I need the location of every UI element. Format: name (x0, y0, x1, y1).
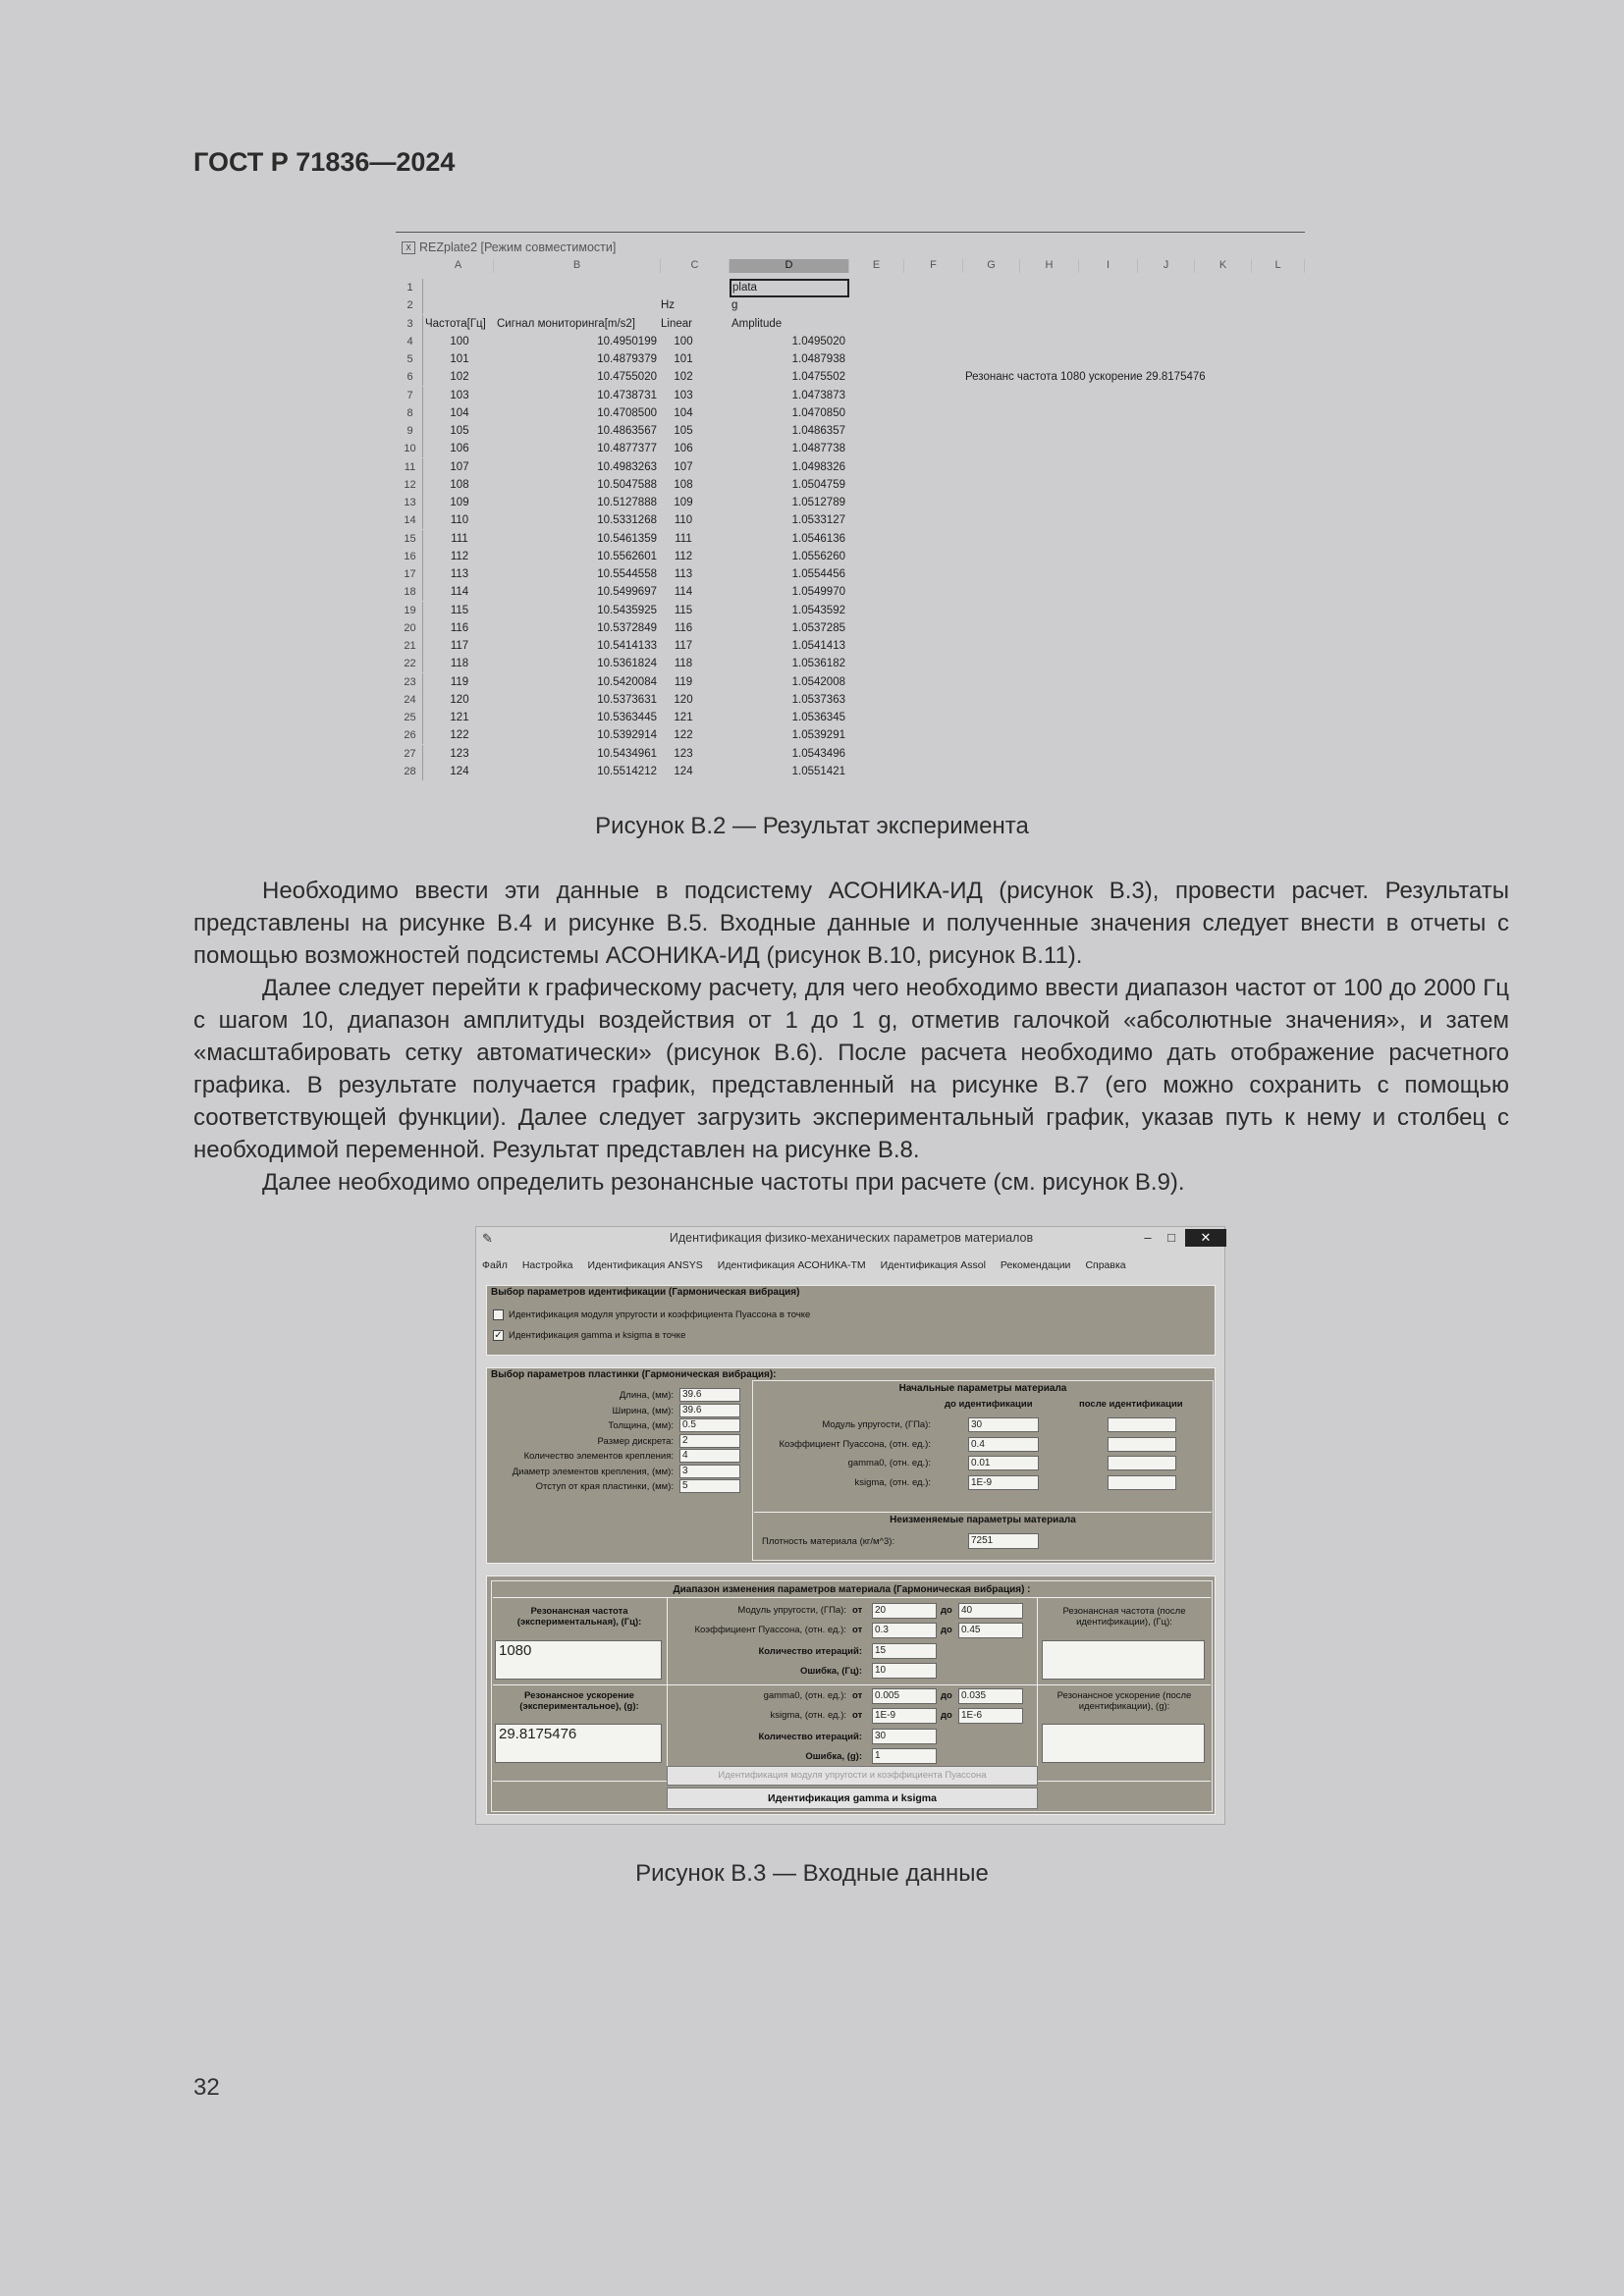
range-to-input[interactable]: 0.035 (958, 1688, 1023, 1704)
plate-params-panel (486, 1367, 1216, 1564)
range-field-label: ksigma, (отн. ед.): (770, 1710, 846, 1721)
cell-frequency[interactable]: 100 (450, 335, 469, 347)
cell-amplitude[interactable]: 1.0512789 (791, 497, 845, 508)
option-label: Идентификация gamma и ksigma в точке (509, 1330, 686, 1341)
menu-asonika-tm[interactable]: Идентификация АСОНИКА-ТМ (717, 1259, 866, 1271)
cell-frequency[interactable]: 116 (450, 621, 469, 634)
cell-linear[interactable]: 107 (674, 460, 693, 473)
cell-frequency[interactable]: 121 (450, 712, 469, 723)
err1-input[interactable]: 10 (872, 1663, 937, 1679)
row-number[interactable]: 24 (398, 691, 423, 709)
cell-frequency[interactable]: 101 (450, 353, 469, 365)
menu-ansys[interactable]: Идентификация ANSYS (587, 1259, 703, 1271)
divider (493, 1597, 1211, 1598)
cell-frequency[interactable]: 109 (450, 497, 469, 508)
cell-linear[interactable]: 103 (674, 389, 693, 401)
cell-signal[interactable]: 10.5434961 (597, 747, 657, 760)
cell-signal[interactable]: 10.5562601 (597, 550, 657, 562)
row-number[interactable]: 16 (398, 548, 423, 565)
cell-signal[interactable]: 10.5420084 (597, 675, 657, 688)
res-acc-exp-label: Резонансное ускорение (экспериментальное), (g): (519, 1690, 639, 1712)
paragraph: Необходимо ввести эти данные в подсистему АСОНИКА-ИД (рисунок В.3), провести расчет. Результаты представлены на рисунке В.4 и рисунке В.5. Входные данные и полученные значения следует внести в отчеты с помощью возможностей подсистемы АСОНИКА-ИД (рисунок В.10, рисунок В.11). (193, 878, 1509, 969)
cell-frequency[interactable]: 108 (450, 478, 469, 491)
err1-label: Ошибка, (Гц): (799, 1666, 862, 1677)
identify-gamma-button[interactable]: Идентификация gamma и ksigma (667, 1788, 1038, 1809)
material-after-input[interactable] (1108, 1437, 1176, 1452)
range-field-label: gamma0, (отн. ед.): (763, 1690, 846, 1701)
cell-amplitude[interactable]: 1.0537363 (791, 693, 845, 706)
cell-linear[interactable]: 120 (674, 693, 693, 706)
row-number[interactable]: 23 (398, 673, 423, 691)
range-to-input[interactable]: 40 (958, 1603, 1023, 1619)
plate-field-label: Ширина, (мм): (612, 1405, 674, 1416)
cell-frequency[interactable]: 105 (450, 425, 469, 437)
row-number[interactable]: 1 (398, 279, 423, 296)
cell-linear[interactable]: 102 (674, 371, 693, 384)
cell-signal[interactable]: 10.4879379 (597, 353, 657, 365)
cell-amplitude[interactable]: 1.0536345 (791, 712, 845, 723)
paragraph: Далее следует перейти к графическому расчету, для чего необходимо ввести диапазон частот от 100 до 2000 Гц с шагом 10, диапазон амплитуды воздействия от 1 до 1 g, отметив галочкой «абсолютные значения», и затем «масштабировать сетку автоматически» (рисунок В.6). После расчета необходимо дать отображение расчетного графика. В результате получается график, представленный на рисунке В.7 (его можно сохранить с помощью соответствующей функции). Далее следует загрузить экспериментальный график, указав путь к нему и столбец с необходимой переменной. Результат представлен на рисунке В.8. (193, 975, 1509, 1163)
plate-field-label: Размер дискрета: (597, 1435, 674, 1447)
col-before-label: до идентификации (945, 1399, 1033, 1410)
spreadsheet-figure (396, 232, 1305, 784)
cell-amplitude[interactable]: 1.0551421 (791, 765, 845, 777)
row-number[interactable]: 2 (398, 296, 423, 314)
cell-signal[interactable]: 10.5414133 (597, 640, 657, 652)
divider (1037, 1598, 1038, 1781)
material-fixed-title: Неизменяемые параметры материала (890, 1515, 1076, 1525)
column-header-c[interactable]: C (661, 259, 730, 273)
group-title: Выбор параметров идентификации (Гармоническая вибрация) (491, 1287, 800, 1298)
density-input[interactable]: 7251 (968, 1533, 1039, 1549)
divider (396, 232, 1305, 233)
row-number[interactable]: 13 (398, 494, 423, 511)
plate-field-input[interactable]: 2 (679, 1434, 740, 1448)
cell-linear[interactable]: 101 (674, 353, 693, 365)
plate-field-label: Диаметр элементов крепления, (мм): (512, 1466, 674, 1477)
res-freq-after-input[interactable] (1042, 1640, 1205, 1680)
body-text (193, 875, 1509, 1199)
cell-amplitude[interactable]: 1.0470850 (791, 406, 845, 419)
row-number[interactable]: 25 (398, 709, 423, 726)
cell-signal[interactable]: 10.5461359 (597, 532, 657, 545)
cell-signal[interactable]: 10.5373631 (597, 693, 657, 706)
from-label: от (852, 1710, 863, 1721)
row-number[interactable]: 8 (398, 404, 423, 422)
column-header-i[interactable]: I (1079, 259, 1138, 273)
cell-linear[interactable]: 106 (674, 443, 693, 455)
cell-frequency[interactable]: 104 (450, 406, 469, 419)
menu-recommendations[interactable]: Рекомендации (1000, 1259, 1071, 1271)
material-field-label: Модуль упругости, (ГПа): (822, 1419, 931, 1430)
menu-bar (482, 1259, 1126, 1271)
workbook-title: REZplate2 [Режим совместимости] (419, 240, 617, 254)
cell-linear[interactable]: 105 (674, 425, 693, 437)
cell-amplitude[interactable]: 1.0537285 (791, 621, 845, 634)
option-modulus-checkbox[interactable] (493, 1309, 504, 1320)
from-label: от (852, 1625, 863, 1635)
cell-linear[interactable]: 100 (674, 335, 693, 347)
cell-signal[interactable]: 10.5435925 (597, 604, 657, 616)
identification-app-window (475, 1226, 1225, 1825)
cell-linear[interactable]: 123 (674, 747, 693, 760)
plate-field-input[interactable]: 5 (679, 1479, 740, 1493)
res-freq-after-label: Резонансная частота (после идентификации), (Гц): (1062, 1606, 1186, 1628)
cell-frequency[interactable]: 107 (450, 460, 469, 473)
cell-signal[interactable]: 10.4738731 (597, 389, 657, 401)
range-to-input[interactable]: 1E-6 (958, 1708, 1023, 1724)
cell-linear[interactable]: 115 (674, 604, 693, 616)
menu-settings[interactable]: Настройка (521, 1259, 573, 1271)
cell-amplitude[interactable]: 1.0487938 (791, 353, 845, 365)
resonance-note[interactable]: Резонанс частота 1080 ускорение 29.8175476 (965, 371, 1206, 384)
cell-linear[interactable]: 117 (674, 640, 693, 652)
plate-field-label: Толщина, (мм): (608, 1420, 674, 1431)
cell-frequency[interactable]: 111 (451, 532, 468, 545)
material-field-label: gamma0, (отн. ед.): (847, 1458, 931, 1468)
range-field-label: Коэффициент Пуассона, (отн. ед.): (694, 1625, 846, 1635)
plate-field-input[interactable]: 3 (679, 1465, 740, 1478)
cell-linear[interactable]: 112 (674, 550, 693, 562)
row-number[interactable]: 26 (398, 726, 423, 744)
column-header-k[interactable]: K (1195, 259, 1252, 273)
menu-help[interactable]: Справка (1085, 1259, 1126, 1271)
cell-linear[interactable]: 121 (674, 712, 693, 723)
column-header-d[interactable]: D (730, 259, 849, 273)
cell-signal[interactable]: 10.5392914 (597, 729, 657, 742)
unit-g: g (731, 299, 738, 312)
cell-signal[interactable]: 10.4863567 (597, 425, 657, 437)
cell-amplitude[interactable]: 1.0546136 (791, 532, 845, 545)
row-number[interactable]: 15 (398, 530, 423, 548)
cell-amplitude[interactable]: 1.0541413 (791, 640, 845, 652)
cell-signal[interactable]: 10.5372849 (597, 621, 657, 634)
name-cell[interactable]: plata (732, 282, 757, 294)
material-after-input[interactable] (1108, 1456, 1176, 1470)
cell-signal[interactable]: 10.4950199 (597, 335, 657, 347)
cell-signal[interactable]: 10.5361824 (597, 658, 657, 670)
cell-frequency[interactable]: 118 (450, 658, 469, 670)
column-header-h[interactable]: H (1020, 259, 1079, 273)
cell-signal[interactable]: 10.4708500 (597, 406, 657, 419)
cell-signal[interactable]: 10.4877377 (597, 443, 657, 455)
cell-signal[interactable]: 10.5514212 (597, 765, 657, 777)
cell-signal[interactable]: 10.4983263 (597, 460, 657, 473)
cell-linear[interactable]: 114 (674, 586, 693, 599)
cell-frequency[interactable]: 110 (450, 514, 469, 527)
document-header: ГОСТ Р 71836—2024 (193, 147, 456, 177)
header-frequency: Частота[Гц] (425, 317, 486, 330)
row-number[interactable]: 14 (398, 511, 423, 529)
cell-amplitude[interactable]: 1.0495020 (791, 335, 845, 347)
row-number[interactable]: 7 (398, 387, 423, 404)
cell-amplitude[interactable]: 1.0542008 (791, 675, 845, 688)
plate-field-input[interactable]: 0.5 (679, 1418, 740, 1432)
plate-field-input[interactable]: 4 (679, 1449, 740, 1463)
header-signal: Сигнал мониторинга[m/s2] (497, 317, 636, 330)
material-field-label: ksigma, (отн. ед.): (854, 1476, 931, 1488)
row-number[interactable]: 11 (398, 458, 423, 476)
divider (493, 1684, 1211, 1685)
res-freq-exp-label: Резонансная частота (экспериментальная), (Гц): (516, 1606, 642, 1628)
row-number[interactable]: 18 (398, 583, 423, 601)
cell-amplitude[interactable]: 1.0556260 (791, 550, 845, 562)
figure-caption-b3: Рисунок В.3 — Входные данные (635, 1860, 989, 1887)
to-label: до (941, 1605, 952, 1616)
cell-linear[interactable]: 104 (674, 406, 693, 419)
material-after-input[interactable] (1108, 1417, 1176, 1432)
row-number[interactable]: 4 (398, 333, 423, 350)
plate-field-input[interactable]: 39.6 (679, 1404, 740, 1417)
material-after-input[interactable] (1108, 1475, 1176, 1490)
cell-amplitude[interactable]: 1.0486357 (791, 425, 845, 437)
cell-frequency[interactable]: 124 (450, 765, 469, 777)
to-label: до (941, 1625, 952, 1635)
divider (754, 1512, 1212, 1513)
header-linear: Linear (661, 317, 692, 330)
row-number[interactable]: 28 (398, 763, 423, 780)
column-header-g[interactable]: G (963, 259, 1020, 273)
range-to-input[interactable]: 0.45 (958, 1623, 1023, 1638)
cell-frequency[interactable]: 102 (450, 371, 469, 384)
cell-linear[interactable]: 108 (674, 478, 693, 491)
cell-signal[interactable]: 10.5047588 (597, 478, 657, 491)
material-initial-title: Начальные параметры материала (898, 1383, 1067, 1394)
cell-linear[interactable]: 124 (674, 765, 693, 777)
cell-amplitude[interactable]: 1.0539291 (791, 729, 845, 742)
material-before-input[interactable]: 30 (968, 1417, 1039, 1432)
spreadsheet-titlebar (402, 240, 616, 254)
row-number[interactable]: 5 (398, 350, 423, 368)
column-header-f[interactable]: F (904, 259, 963, 273)
material-field-label: Коэффициент Пуассона, (отн. ед.): (779, 1438, 931, 1450)
cell-linear[interactable]: 122 (674, 729, 693, 742)
group-title: Диапазон изменения параметров материала (Гармоническая вибрация) : (673, 1584, 1031, 1595)
range-field-label: Модуль упругости, (ГПа): (737, 1605, 846, 1616)
cell-signal[interactable]: 10.5331268 (597, 514, 657, 527)
to-label: до (941, 1690, 952, 1701)
row-number[interactable]: 27 (398, 745, 423, 763)
cell-linear[interactable]: 110 (674, 514, 693, 527)
cell-signal[interactable]: 10.4755020 (597, 371, 657, 384)
range-from-input[interactable]: 0.005 (872, 1688, 937, 1704)
cell-amplitude[interactable]: 1.0543496 (791, 747, 845, 760)
density-label: Плотность материала (кг/м^3): (762, 1536, 895, 1547)
row-number[interactable]: 12 (398, 476, 423, 494)
group-title: Выбор параметров пластинки (Гармоническая вибрация): (491, 1369, 777, 1380)
to-label: до (941, 1710, 952, 1721)
row-number[interactable]: 19 (398, 602, 423, 619)
cell-frequency[interactable]: 112 (450, 550, 469, 562)
cell-signal[interactable]: 10.5544558 (597, 568, 657, 580)
res-acc-after-input[interactable] (1042, 1724, 1205, 1763)
cell-linear[interactable]: 111 (675, 532, 692, 545)
col-after-label: после идентификации (1079, 1399, 1183, 1410)
iter1-label: Количество итераций: (758, 1646, 862, 1657)
range-panel (486, 1575, 1216, 1815)
from-label: от (852, 1605, 863, 1616)
unit-hz: Hz (661, 299, 676, 312)
from-label: от (852, 1690, 863, 1701)
cell-signal[interactable]: 10.5363445 (597, 712, 657, 723)
cell-linear[interactable]: 109 (674, 497, 693, 508)
plate-field-label: Количество элементов крепления: (523, 1451, 674, 1462)
column-header-a[interactable]: A (423, 259, 494, 273)
menu-assol[interactable]: Идентификация Assol (880, 1259, 986, 1271)
cell-amplitude[interactable]: 1.0549970 (791, 586, 845, 599)
material-before-input[interactable]: 0.01 (968, 1456, 1039, 1470)
cell-amplitude[interactable]: 1.0498326 (791, 460, 845, 473)
cell-linear[interactable]: 119 (674, 675, 693, 688)
cell-frequency[interactable]: 120 (450, 693, 469, 706)
range-from-input[interactable]: 1E-9 (872, 1708, 937, 1724)
material-before-input[interactable]: 1E-9 (968, 1475, 1039, 1490)
row-number[interactable]: 17 (398, 565, 423, 583)
cell-frequency[interactable]: 119 (450, 675, 469, 688)
window-title: Идентификация физико-механических параметров материалов (669, 1231, 1034, 1245)
cell-linear[interactable]: 116 (674, 621, 693, 634)
column-header-j[interactable]: J (1138, 259, 1195, 273)
iter2-label: Количество итераций: (758, 1732, 862, 1742)
cell-amplitude[interactable]: 1.0487738 (791, 443, 845, 455)
res-freq-exp-input[interactable]: 1080 (495, 1640, 662, 1680)
cell-linear[interactable]: 118 (674, 658, 693, 670)
minimize-button[interactable]: – (1144, 1230, 1152, 1245)
cell-amplitude[interactable]: 1.0554456 (791, 568, 845, 580)
iter2-input[interactable]: 30 (872, 1729, 937, 1744)
cell-signal[interactable]: 10.5127888 (597, 497, 657, 508)
column-header-e[interactable]: E (849, 259, 904, 273)
paragraph: Далее необходимо определить резонансные частоты при расчете (см. рисунок В.9). (262, 1169, 1185, 1196)
ident-params-panel (486, 1285, 1216, 1356)
cell-frequency[interactable]: 103 (450, 389, 469, 401)
cell-frequency[interactable]: 114 (450, 586, 469, 599)
row-number[interactable]: 20 (398, 619, 423, 637)
cell-frequency[interactable]: 123 (450, 747, 469, 760)
option-gamma-checkbox[interactable]: ✓ (494, 1330, 503, 1341)
column-header-b[interactable]: B (494, 259, 661, 273)
cell-amplitude[interactable]: 1.0533127 (791, 514, 845, 527)
range-from-input[interactable]: 20 (872, 1603, 937, 1619)
identify-modulus-button[interactable]: Идентификация модуля упругости и коэффициента Пуассона (667, 1766, 1038, 1786)
row-number[interactable]: 10 (398, 440, 423, 457)
maximize-button[interactable]: □ (1167, 1230, 1175, 1245)
cell-amplitude[interactable]: 1.0475502 (791, 371, 845, 384)
cell-frequency[interactable]: 117 (450, 640, 469, 652)
row-number[interactable]: 6 (398, 368, 423, 386)
app-icon: ✎ (482, 1231, 493, 1246)
cell-amplitude[interactable]: 1.0536182 (791, 658, 845, 670)
plate-field-label: Длина, (мм): (619, 1390, 674, 1401)
cell-linear[interactable]: 113 (674, 568, 693, 580)
cell-signal[interactable]: 10.5499697 (597, 586, 657, 599)
row-number[interactable]: 3 (398, 315, 423, 333)
divider (667, 1598, 668, 1781)
res-acc-exp-input[interactable]: 29.8175476 (495, 1724, 662, 1763)
close-button[interactable]: ✕ (1185, 1229, 1226, 1247)
plate-field-input[interactable]: 39.6 (679, 1388, 740, 1402)
cell-frequency[interactable]: 106 (450, 443, 469, 455)
option-label: Идентификация модуля упругости и коэффициента Пуассона в точке (509, 1309, 811, 1320)
err2-label: Ошибка, (g): (805, 1751, 862, 1762)
row-number[interactable]: 22 (398, 655, 423, 672)
res-acc-after-label: Резонансное ускорение (после идентификации), (g): (1056, 1690, 1192, 1712)
iter1-input[interactable]: 15 (872, 1643, 937, 1659)
cell-frequency[interactable]: 113 (450, 568, 469, 580)
cell-frequency[interactable]: 115 (450, 604, 469, 616)
range-from-input[interactable]: 0.3 (872, 1623, 937, 1638)
material-before-input[interactable]: 0.4 (968, 1437, 1039, 1452)
column-header-l[interactable]: L (1252, 259, 1305, 273)
menu-file[interactable]: Файл (482, 1259, 508, 1271)
row-number[interactable]: 21 (398, 637, 423, 655)
cell-frequency[interactable]: 122 (450, 729, 469, 742)
header-amplitude: Amplitude (731, 317, 783, 330)
excel-icon: X (402, 241, 415, 254)
err2-input[interactable]: 1 (872, 1748, 937, 1764)
page-number: 32 (193, 2074, 220, 2101)
cell-amplitude[interactable]: 1.0473873 (791, 389, 845, 401)
cell-amplitude[interactable]: 1.0543592 (791, 604, 845, 616)
cell-amplitude[interactable]: 1.0504759 (791, 478, 845, 491)
row-number[interactable]: 9 (398, 422, 423, 440)
figure-caption-b2: Рисунок В.2 — Результат эксперимента (595, 813, 1029, 839)
plate-field-label: Отступ от края пластинки, (мм): (535, 1481, 674, 1492)
